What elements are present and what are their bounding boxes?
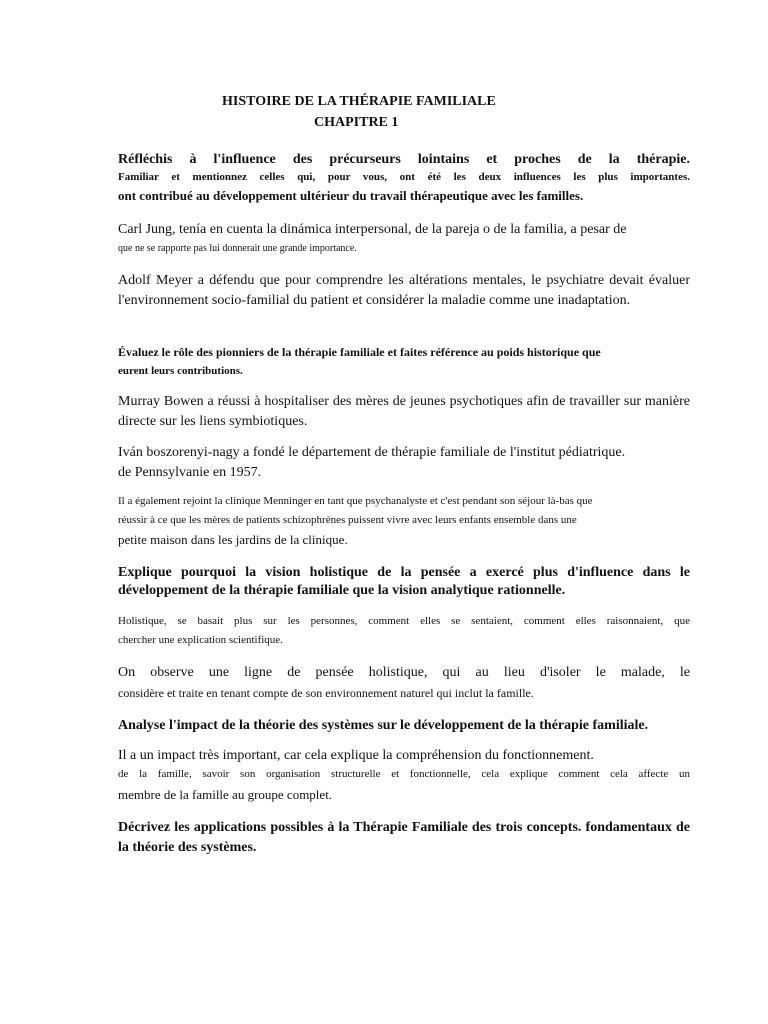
answer-menninger-line-1: Il a également rejoint la clinique Menninger en tant que psychanalyste et c'est pendant son séjour là-bas que bbox=[118, 495, 593, 507]
question-2-line-2: eurent leurs contributions. bbox=[118, 365, 243, 377]
answer-carl-jung bbox=[118, 220, 690, 258]
answer-carl-jung-line-1: Carl Jung, tenía en cuenta la dinámica interpersonal, de la pareja o de la familia, a pesar de bbox=[118, 222, 627, 237]
question-2-line-1: Évaluez le rôle des pionniers de la thérapie familiale et faites référence au poids historique que bbox=[118, 345, 601, 359]
answer-boszormenyi-nagy bbox=[118, 443, 690, 483]
answer-ligne-holistique bbox=[118, 663, 690, 703]
question-2 bbox=[118, 342, 690, 381]
answer-menninger-line-2: réussir à ce que les mères de patients schizophrènes puissent vivre avec leurs enfants ensemble dans une bbox=[118, 514, 577, 526]
question-3 bbox=[118, 564, 690, 600]
question-3-text: Explique pourquoi la vision holistique de la pensée a exercé plus d'influence dans le développement de la thérapie familiale que la vision analytique rationnelle. bbox=[118, 565, 690, 598]
question-4: Analyse l'impact de la théorie des systèmes sur le développement de la thérapie familiale. bbox=[118, 718, 649, 733]
answer-theorie-systemes bbox=[118, 746, 690, 808]
answer-holistique-line-1: Holistique, se basait plus sur les personnes, comment elles se sentaient, comment elles raisonnaient, que bbox=[118, 615, 690, 627]
answer-murray-bowen: Murray Bowen a réussi à hospitaliser des mères de jeunes psychotiques afin de travailler sur manière directe sur les liens symbiotiques. bbox=[118, 394, 690, 429]
answer-boszormenyi-nagy-line-2: de Pennsylvanie en 1957. bbox=[118, 465, 262, 480]
answer-ligne-holistique-line-2: considère et traite en tenant compte de son environnement naturel qui inclut la famille. bbox=[118, 686, 534, 700]
question-1-line-1: Réfléchis à l'influence des précurseurs lointains et proches de la thérapie. bbox=[118, 152, 690, 167]
answer-adolf-meyer: Adolf Meyer a défendu que pour comprendre les altérations mentales, le psychiatre devait évaluer l'environnement socio-familial du patient et considérer la maladie comme une inadaptation. bbox=[118, 273, 690, 308]
answer-theorie-systemes-line-1: Il a un impact très important, car cela explique la compréhension du fonctionnement. bbox=[118, 748, 594, 763]
question-1-line-3: ont contribué au développement ultérieur du travail thérapeutique avec les familles. bbox=[118, 188, 584, 203]
answer-boszormenyi-nagy-line-1: Iván boszorenyi-nagy a fondé le département de thérapie familiale de l'institut pédiatrique. bbox=[118, 445, 626, 460]
answer-ligne-holistique-line-1: On observe une ligne de pensée holistique, qui au lieu d'isoler le malade, le bbox=[118, 665, 690, 680]
answer-carl-jung-line-2: que ne se rapporte pas lui donnerait une grande importance. bbox=[118, 243, 357, 254]
answer-theorie-systemes-line-3: membre de la famille au groupe complet. bbox=[118, 787, 333, 802]
question-5: Décrivez les applications possibles à la Thérapie Familiale des trois concepts. fondamentaux de la théorie des systèmes. bbox=[118, 820, 690, 855]
answer-holistique bbox=[118, 612, 690, 650]
document-title: HISTOIRE DE LA THÉRAPIE FAMILIALE bbox=[222, 94, 496, 109]
answer-menninger bbox=[118, 492, 690, 550]
answer-holistique-line-2: chercher une explication scientifique. bbox=[118, 634, 283, 646]
answer-theorie-systemes-line-2: de la famille, savoir son organisation structurelle et fonctionnelle, cela explique comment cela affecte un bbox=[118, 768, 690, 780]
chapter-heading: CHAPITRE 1 bbox=[314, 115, 399, 130]
question-1 bbox=[118, 150, 690, 208]
question-1-line-2: Familiar et mentionnez celles qui, pour vous, ont été les deux influences les plus importantes. bbox=[118, 171, 690, 183]
answer-menninger-line-3: petite maison dans les jardins de la clinique. bbox=[118, 532, 348, 547]
